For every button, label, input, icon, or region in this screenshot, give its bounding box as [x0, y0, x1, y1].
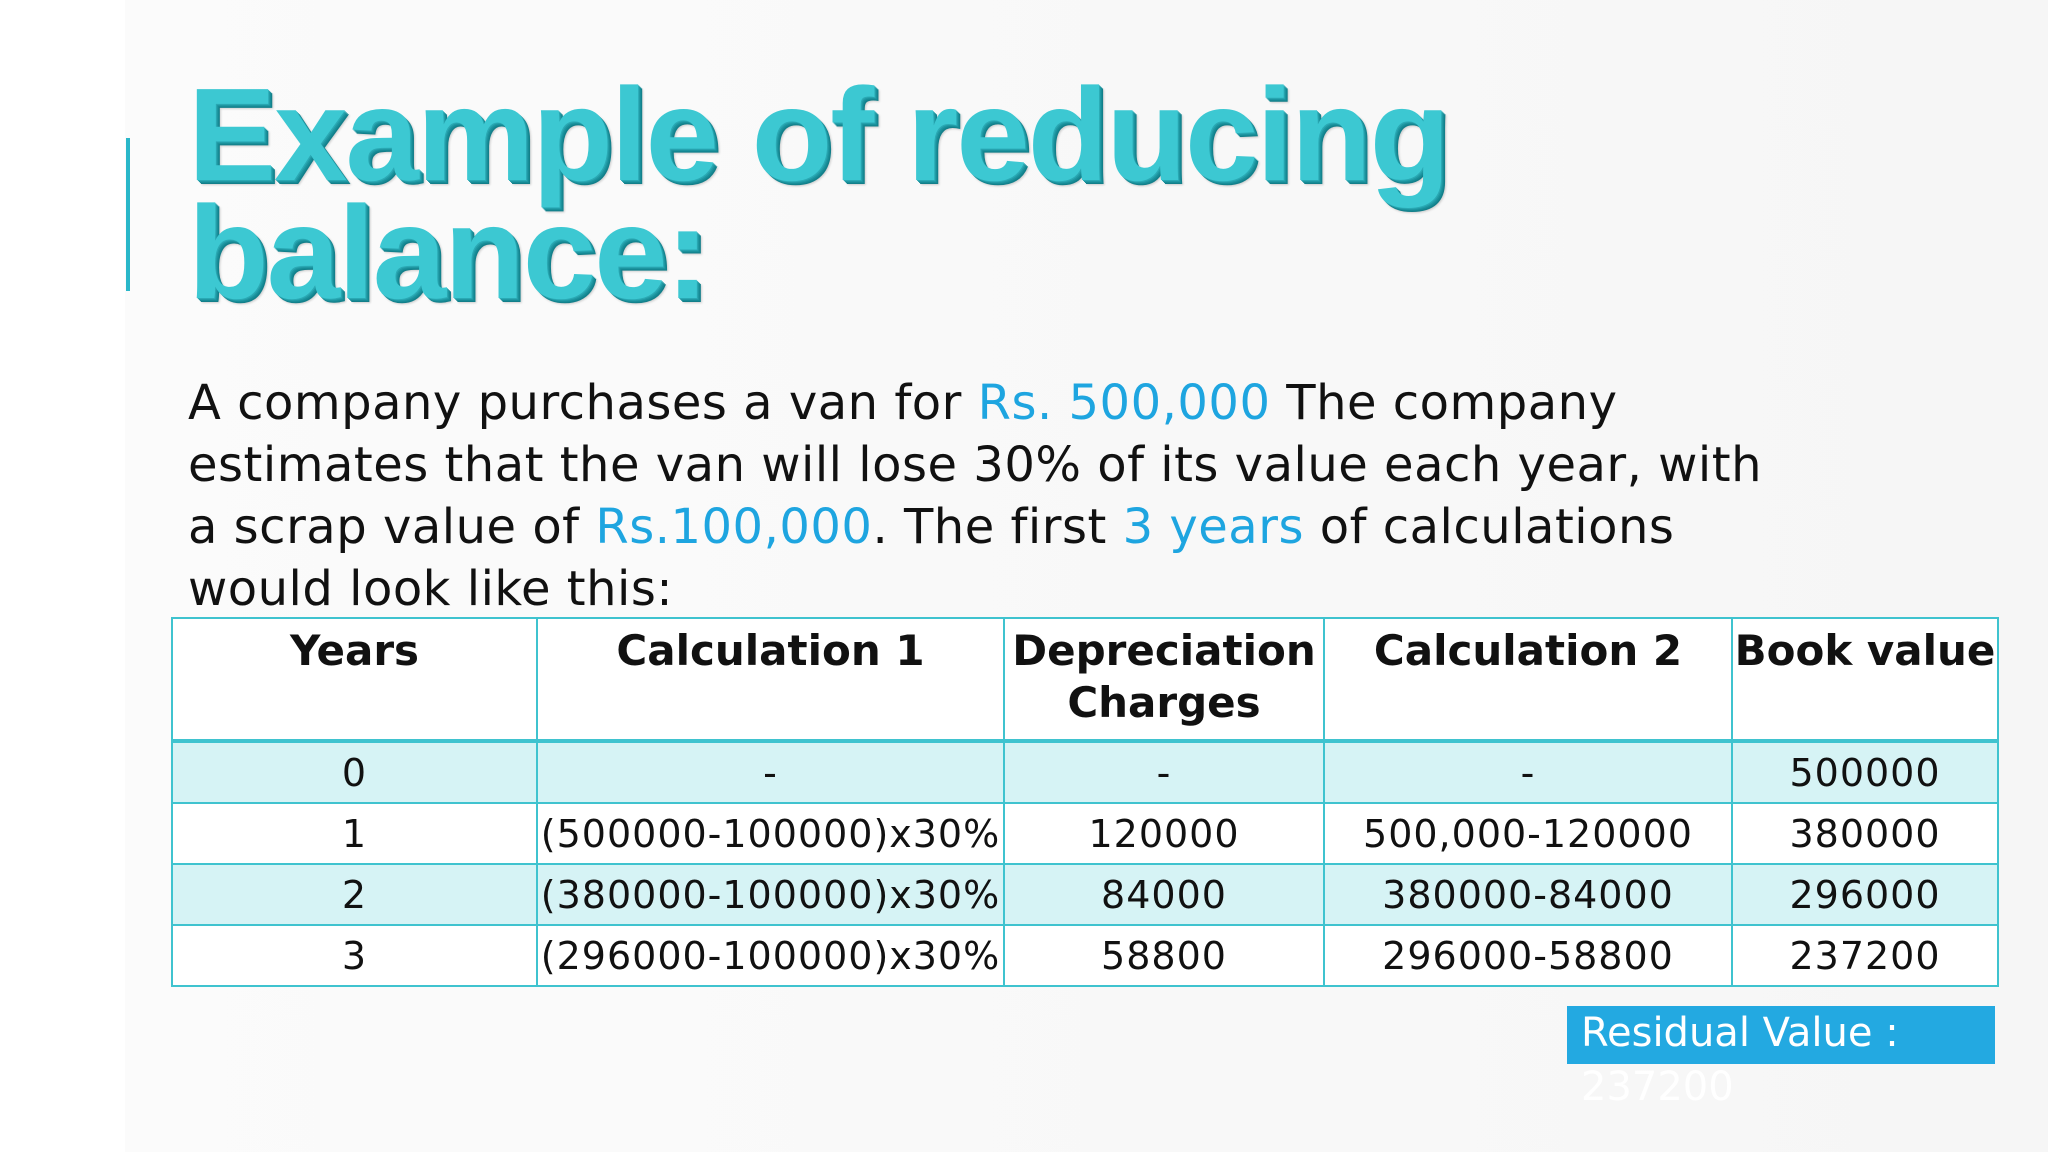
intro-text-1: A company purchases a van for: [188, 375, 978, 431]
table-row: [172, 925, 1998, 986]
cell-depreciation: -: [1004, 741, 1324, 803]
intro-price-highlight: Rs. 500,000: [977, 375, 1271, 431]
slide-title: [188, 61, 1688, 326]
table-row: [172, 864, 1998, 925]
depreciation-table-container: [171, 617, 1997, 987]
intro-paragraph: [188, 372, 1788, 620]
header-calculation-2: Calculation 2: [1324, 618, 1732, 741]
table-header-row: [172, 618, 1998, 741]
cell-calculation-2: -: [1324, 741, 1732, 803]
cell-year: 0: [172, 741, 537, 803]
cell-depreciation: 84000: [1004, 864, 1324, 925]
cell-book-value: 296000: [1732, 864, 1998, 925]
cell-calculation-2: 500,000-120000: [1324, 803, 1732, 864]
header-years: Years: [172, 618, 537, 741]
header-book-value: Book value: [1732, 618, 1998, 741]
title-accent-bar: [126, 138, 130, 291]
intro-scrap-highlight: Rs.100,000: [595, 499, 873, 555]
header-depreciation-charges: Depreciation Charges: [1004, 618, 1324, 741]
cell-book-value: 237200: [1732, 925, 1998, 986]
residual-value-box: [1567, 1006, 1995, 1110]
cell-book-value: 500000: [1732, 741, 1998, 803]
table-row: [172, 803, 1998, 864]
header-calculation-1: Calculation 1: [537, 618, 1004, 741]
cell-depreciation: 58800: [1004, 925, 1324, 986]
cell-calculation-2: 380000-84000: [1324, 864, 1732, 925]
intro-text-4: of calculations would look like this:: [188, 499, 1675, 617]
cell-calculation-1: (500000-100000)x30%: [537, 803, 1004, 864]
table-row: [172, 741, 1998, 803]
cell-book-value: 380000: [1732, 803, 1998, 864]
title-line-2: balance:: [188, 179, 708, 326]
cell-calculation-1: (296000-100000)x30%: [537, 925, 1004, 986]
intro-years-highlight: 3 years: [1122, 499, 1304, 555]
cell-calculation-1: -: [537, 741, 1004, 803]
cell-calculation-1: (380000-100000)x30%: [537, 864, 1004, 925]
residual-value-amount: 237200: [1581, 1064, 1734, 1110]
cell-year: 3: [172, 925, 537, 986]
intro-text-3: . The first: [872, 499, 1123, 555]
residual-value-label: Residual Value :: [1581, 1010, 1899, 1056]
cell-calculation-2: 296000-58800: [1324, 925, 1732, 986]
cell-year: 1: [172, 803, 537, 864]
title-line-1: Example of reducing: [188, 61, 1449, 208]
cell-year: 2: [172, 864, 537, 925]
depreciation-table: [171, 617, 1999, 987]
intro-text-2: The company estimates that the van will lose 30% of its value each year, with a scrap value of: [188, 375, 1762, 555]
cell-depreciation: 120000: [1004, 803, 1324, 864]
